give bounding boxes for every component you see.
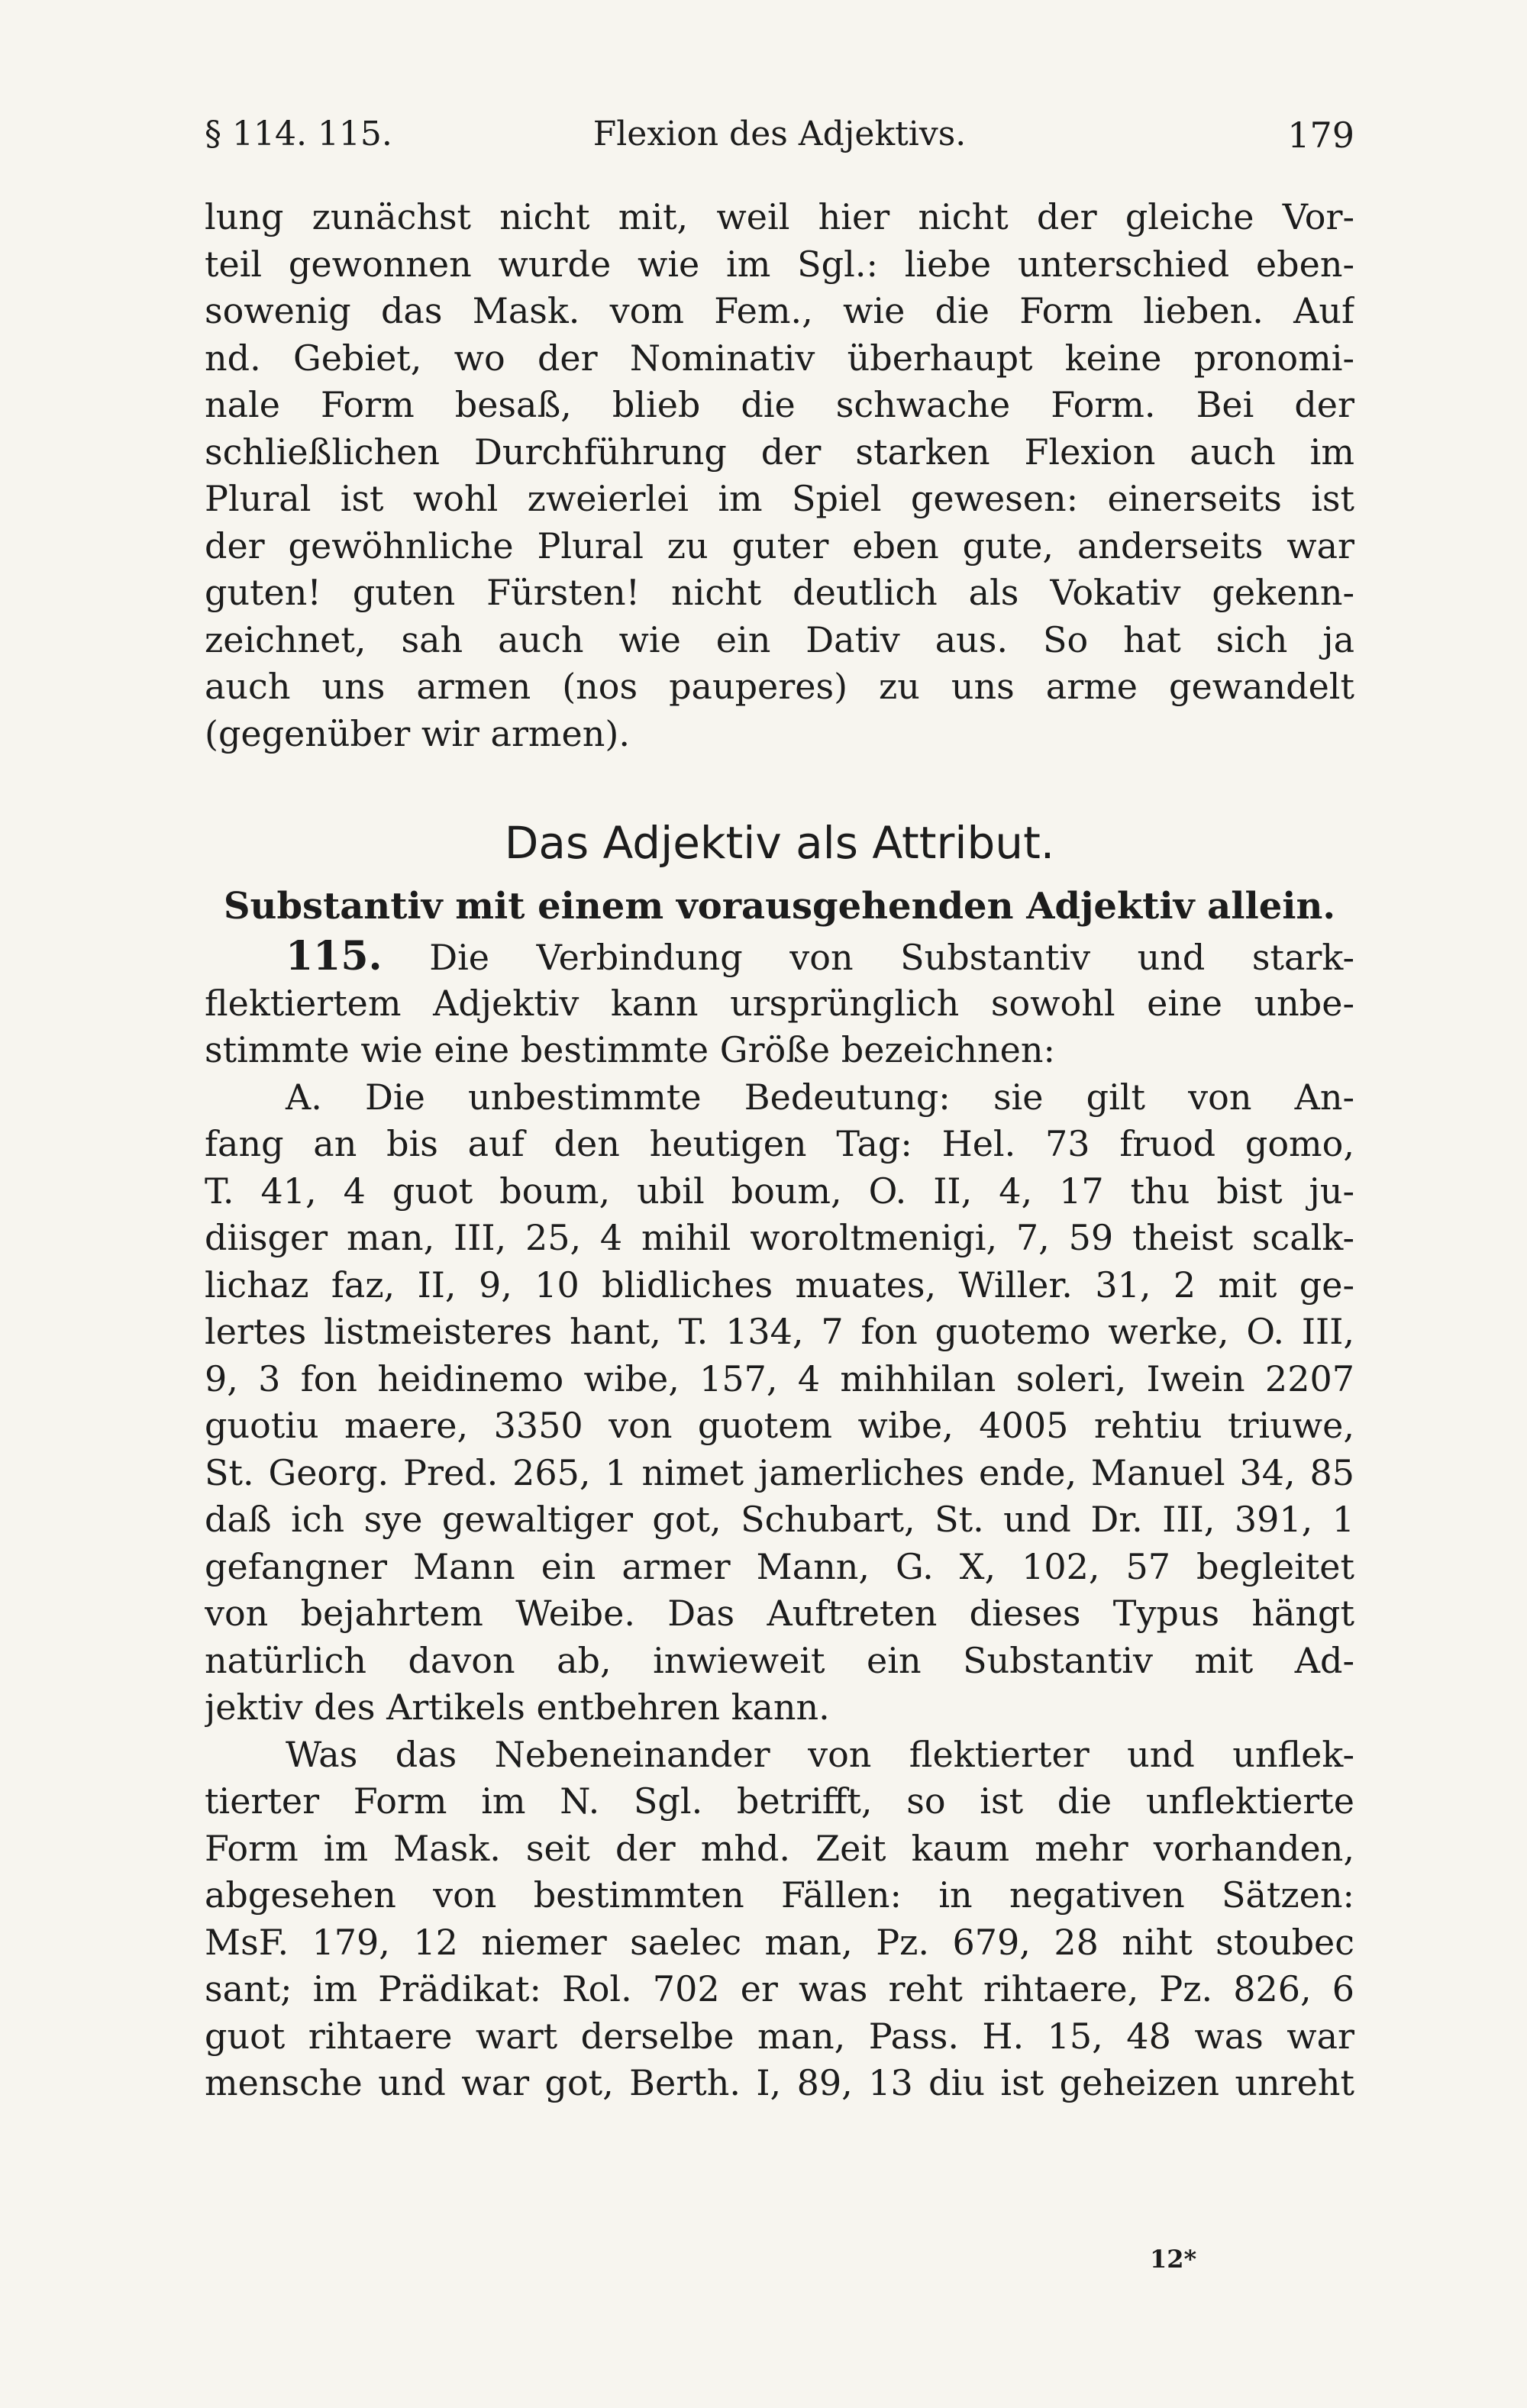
text-line: zeichnet, sah auch wie ein Dativ aus. So hat sich ja	[205, 618, 1354, 660]
text-line: lung zunächst nicht mit, weil hier nicht der gleiche Vor-	[205, 196, 1354, 237]
page-number: 179	[1287, 115, 1354, 156]
text-line: 9, 3 fon heidinemo wibe, 157, 4 mihhilan soleri, Iwein 2207	[205, 1357, 1354, 1399]
text-line: nale Form besaß, blieb die schwache Form. Bei der	[205, 384, 1354, 425]
text-line: sant; im Prädikat: Rol. 702 er was reht rihtaere, Pz. 826, 6	[205, 1968, 1354, 2009]
text-line: tierter Form im N. Sgl. betrifft, so ist die unflektierte	[205, 1780, 1354, 1822]
subsection-heading: Substantiv mit einem vorausgehenden Adjektiv allein.	[223, 885, 1336, 928]
text-line: guotiu maere, 3350 von guotem wibe, 4005 rehtiu triuwe,	[205, 1405, 1354, 1446]
text-line: guten! guten Fürsten! nicht deutlich als Vokativ gekenn-	[205, 572, 1354, 613]
signature-mark: 12*	[1150, 2245, 1197, 2274]
text-line: auch uns armen (nos pauperes) zu uns arme gewandelt	[205, 666, 1354, 707]
section-reference: § 114. 115.	[205, 115, 392, 153]
text-line: Plural ist wohl zweierlei im Spiel gewesen: einerseits ist	[205, 478, 1354, 519]
text-line: sowenig das Mask. vom Fem., wie die Form lieben. Auf	[205, 290, 1354, 331]
text-line: guot rihtaere wart derselbe man, Pass. H. 15, 48 was war	[205, 2015, 1354, 2057]
text-line: Was das Nebeneinander von flektierter und unflek-	[286, 1733, 1354, 1775]
text-line: nd. Gebiet, wo der Nominativ überhaupt keine pronomi-	[205, 337, 1354, 379]
text-line: lertes listmeisteres hant, T. 134, 7 fon guotemo werke, O. III,	[205, 1311, 1354, 1352]
text-line: mensche und war got, Berth. I, 89, 13 diu ist geheizen unreht	[205, 2062, 1354, 2103]
text-line: T. 41, 4 guot boum, ubil boum, O. II, 4, 17 thu bist ju-	[205, 1170, 1354, 1212]
text-line: natürlich davon ab, inwieweit ein Substantiv mit Ad-	[205, 1639, 1354, 1681]
text-line: der gewöhnliche Plural zu guter eben gute, anderseits war	[205, 525, 1354, 566]
text-line: von bejahrtem Weibe. Das Auftreten dieses Typus hängt	[205, 1593, 1354, 1634]
paragraph-a	[205, 1074, 1354, 1732]
text-line: fang an bis auf den heutigen Tag: Hel. 73 fruod gomo,	[205, 1123, 1354, 1164]
running-header	[205, 115, 1354, 168]
section-gap	[205, 757, 1354, 806]
text-line: MsF. 179, 12 niemer saelec man, Pz. 679, 28 niht stoubec	[205, 1921, 1354, 1963]
text-line: stimmte wie eine bestimmte Größe bezeichnen:	[205, 1029, 1055, 1070]
text-line: jektiv des Artikels entbehren kann.	[205, 1687, 830, 1728]
text-line: Form im Mask. seit der mhd. Zeit kaum mehr vorhanden,	[205, 1827, 1354, 1869]
text-line: daß ich sye gewaltiger got, Schubart, St. und Dr. III, 391, 1	[205, 1499, 1354, 1540]
paragraph-115	[205, 933, 1354, 1074]
paragraph-continuation	[205, 194, 1354, 757]
text-line: flektiertem Adjektiv kann ursprünglich sowohl eine unbe-	[205, 982, 1354, 1024]
text-line: teil gewonnen wurde wie im Sgl.: liebe unterschied eben-	[205, 243, 1354, 285]
running-title: Flexion des Adjektivs.	[592, 115, 967, 153]
section-number: 115.	[286, 933, 383, 980]
section-heading: Das Adjektiv als Attribut.	[504, 817, 1055, 869]
text-line: diisger man, III, 25, 4 mihil woroltmenigi, 7, 59 theist scalk-	[205, 1217, 1354, 1258]
text-line: lichaz faz, II, 9, 10 blidliches muates, Willer. 31, 2 mit ge-	[205, 1264, 1354, 1306]
text-line: A. Die unbestimmte Bedeutung: sie gilt von An-	[286, 1076, 1354, 1118]
paragraph-nebeneinander	[205, 1732, 1354, 2107]
text-line-rest: Die Verbindung von Substantiv und stark-	[429, 937, 1354, 978]
page-body	[205, 194, 1354, 2107]
text-line	[205, 933, 1354, 980]
text-line: gefangner Mann ein armer Mann, G. X, 102, 57 begleitet	[205, 1545, 1354, 1587]
text-line: abgesehen von bestimmten Fällen: in negativen Sätzen:	[205, 1874, 1354, 1916]
text-line: St. Georg. Pred. 265, 1 nimet jamerliches ende, Manuel 34, 85	[205, 1451, 1354, 1493]
text-line: (gegenüber wir armen).	[205, 712, 630, 754]
text-line: schließlichen Durchführung der starken Flexion auch im	[205, 431, 1354, 473]
